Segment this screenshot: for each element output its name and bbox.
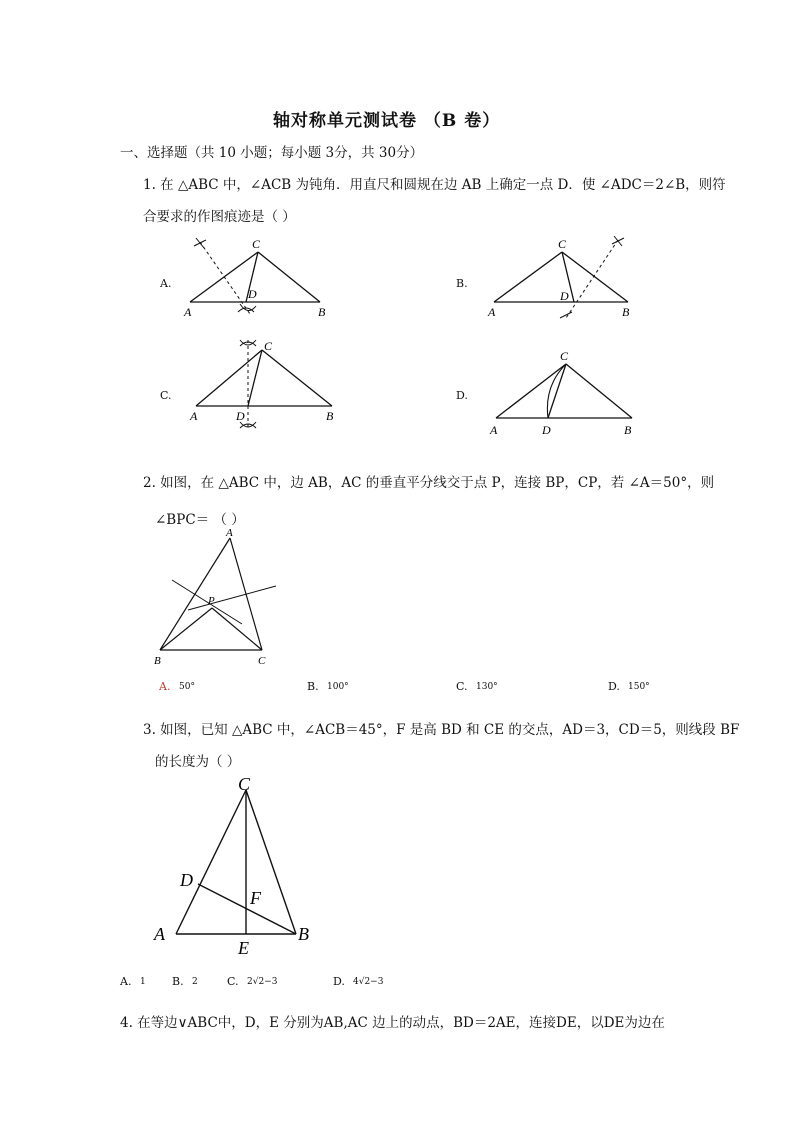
q3-choice-b-value: 2 xyxy=(192,977,198,987)
q1-figure-b xyxy=(482,232,642,324)
q2-choice-c-label: C. xyxy=(456,680,468,693)
q1-option-c-label: C. xyxy=(160,389,172,402)
fig-b-vertex-c: C xyxy=(558,237,567,251)
q3-point-f: F xyxy=(250,888,261,908)
q1-figure-c xyxy=(186,336,346,436)
q2-figure xyxy=(150,524,290,670)
q3-vertex-a: A xyxy=(154,924,165,944)
q1-option-a-label: A. xyxy=(160,277,172,290)
fig-b-vertex-d: D xyxy=(560,289,569,303)
q2-point-p: P xyxy=(208,595,215,607)
fig-d-vertex-d: D xyxy=(542,423,551,437)
fig-c-vertex-a: A xyxy=(190,409,198,423)
q3-vertex-c: C xyxy=(238,774,251,794)
q2-stem-line1: 2. 如图，在 △ABC 中，边 AB，AC 的垂直平分线交于点 P，连接 BP，CP，若 ∠A＝50°，则 xyxy=(143,475,715,491)
fig-c-vertex-c: C xyxy=(264,339,273,353)
q2-stem-line2: ∠BPC＝ （ ） xyxy=(155,512,245,528)
q2-choice-a-value: 50° xyxy=(179,682,195,692)
q3-stem-line2: 的长度为（ ） xyxy=(155,754,241,770)
q3-choice-b-label: B. xyxy=(172,975,184,988)
q1-option-b-label: B. xyxy=(456,277,468,290)
q2-choice-a-label: A. xyxy=(159,680,171,693)
q1-stem-line1: 1. 在 △ABC 中，∠ACB 为钝角．用直尺和圆规在边 AB 上确定一点 D．使 ∠ADC＝2∠B，则符 xyxy=(143,177,726,193)
q3-foot-e: E xyxy=(238,938,249,958)
fig-b-vertex-a: A xyxy=(488,305,496,319)
q3-choice-a-value: 1 xyxy=(140,977,146,987)
q3-figure xyxy=(150,770,320,960)
fig-c-vertex-b: B xyxy=(326,409,334,423)
q2-choice-d-label: D. xyxy=(608,680,620,693)
q3-stem-line1: 3. 如图，已知 △ABC 中，∠ACB＝45°，F 是高 BD 和 CE 的交点，AD＝3，CD＝5，则线段 BF xyxy=(143,722,740,738)
q2-vertex-a: A xyxy=(226,527,233,539)
fig-d-vertex-a: A xyxy=(490,423,498,437)
q4-stem-line1: 4. 在等边∨ABC中，D，E 分别为AB,AC 边上的动点，BD＝2AE，连接DE，以DE为边在 xyxy=(120,1015,665,1031)
fig-a-vertex-b: B xyxy=(318,305,326,319)
q2-choice-d-value: 150° xyxy=(628,682,650,692)
q1-stem-line2: 合要求的作图痕迹是（ ） xyxy=(143,209,296,225)
fig-d-vertex-c: C xyxy=(560,349,569,363)
fig-a-vertex-c: C xyxy=(252,237,261,251)
q3-point-d: D xyxy=(180,870,193,890)
q2-choice-c-value: 130° xyxy=(476,682,498,692)
fig-a-vertex-a: A xyxy=(184,305,192,319)
fig-a-vertex-d: D xyxy=(248,287,257,301)
q2-vertex-b: B xyxy=(154,655,161,667)
q2-choice-b-value: 100° xyxy=(327,682,349,692)
q3-choice-d-value: 4√2−3 xyxy=(353,977,384,987)
q1-figure-a xyxy=(180,232,340,324)
q2-vertex-c: C xyxy=(258,655,266,667)
fig-b-vertex-b: B xyxy=(622,305,630,319)
q3-choice-c-label: C. xyxy=(227,975,239,988)
q3-choice-c-value: 2√2−3 xyxy=(247,977,278,987)
q3-choice-d-label: D. xyxy=(333,975,345,988)
fig-d-vertex-b: B xyxy=(624,423,632,437)
fig-c-vertex-d: D xyxy=(236,409,245,423)
q2-choice-b-label: B. xyxy=(307,680,319,693)
q3-choice-a-label: A. xyxy=(120,975,132,988)
q3-vertex-b: B xyxy=(298,924,309,944)
q1-option-d-label: D. xyxy=(456,389,468,402)
section-heading: 一、选择题（共 10 小题；每小题 3分，共 30分） xyxy=(120,145,424,161)
q1-figure-d xyxy=(486,346,646,438)
page-title: 轴对称单元测试卷 （B 卷） xyxy=(273,111,501,131)
